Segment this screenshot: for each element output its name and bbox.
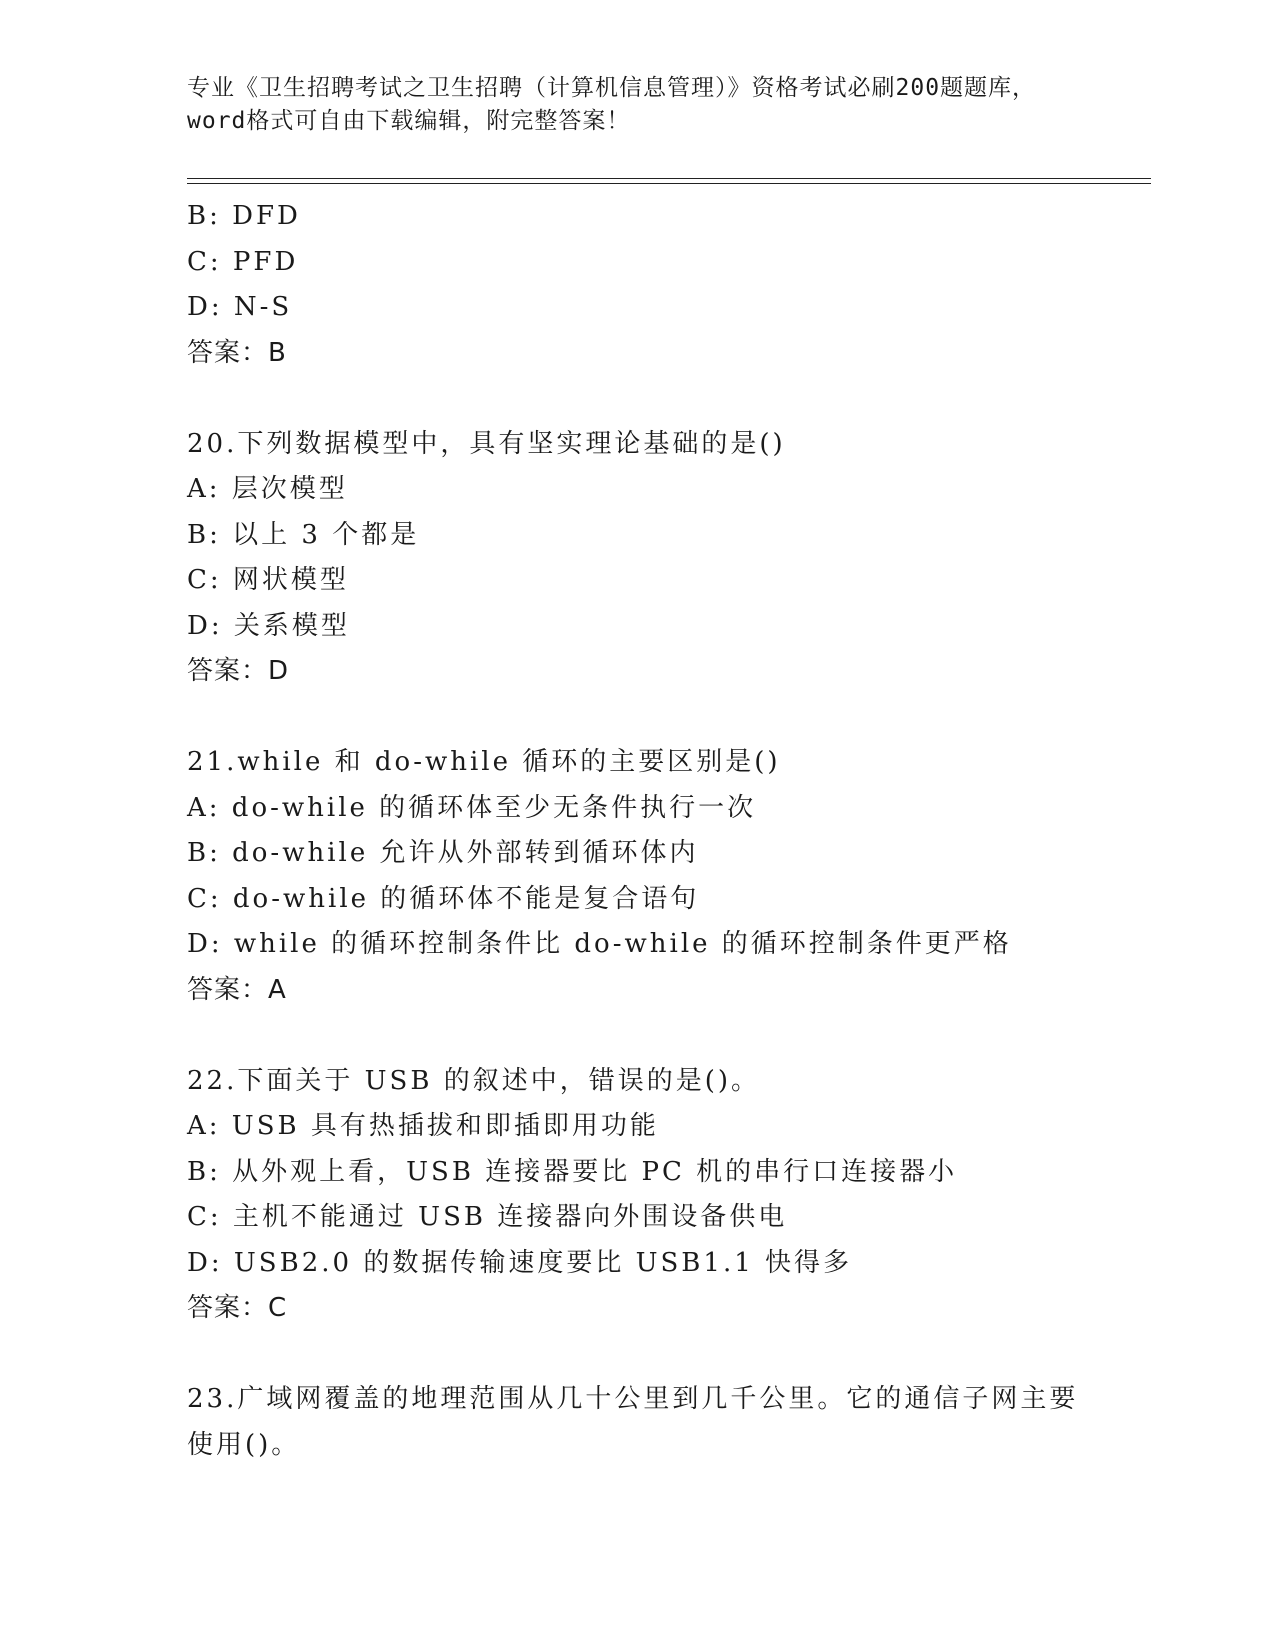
question-text: 20.下列数据模型中，具有坚实理论基础的是() — [187, 428, 786, 459]
option-d: D: N-S — [187, 292, 293, 322]
option-c: C: do-while 的循环体不能是复合语句 — [187, 883, 700, 914]
question-22 — [187, 1059, 1147, 1332]
option-c: C: 主机不能通过 USB 连接器向外围设备供电 — [187, 1202, 788, 1232]
option-b: B: 以上 3 个都是 — [187, 519, 420, 550]
question-23 — [187, 1377, 1147, 1468]
option-d: D: USB2.0 的数据传输速度要比 USB1.1 快得多 — [187, 1247, 853, 1278]
question-text-line-2: 使用()。 — [187, 1429, 301, 1460]
header-line-2: word格式可自由下载编辑，附完整答案！ — [187, 108, 631, 134]
answer: 答案：B — [187, 337, 287, 368]
option-a: A: 层次模型 — [187, 474, 348, 504]
spacer — [187, 695, 1147, 741]
question-19 — [187, 194, 1147, 376]
question-text: 22.下面关于 USB 的叙述中，错误的是()。 — [187, 1065, 760, 1096]
question-text-line-1: 23.广域网覆盖的地理范围从几十公里到几千公里。它的通信子网主要 — [187, 1384, 1079, 1414]
header-divider-bottom — [187, 183, 1151, 184]
spacer — [187, 1013, 1147, 1059]
document-header — [187, 72, 1087, 138]
option-a: A: do-while 的循环体至少无条件执行一次 — [187, 792, 757, 823]
header-divider-top — [187, 178, 1151, 179]
spacer — [187, 376, 1147, 422]
answer: 答案：C — [187, 1293, 288, 1323]
option-c: C: 网状模型 — [187, 565, 349, 595]
question-text: 21.while 和 do-while 循环的主要区别是() — [187, 747, 781, 777]
option-b: B: 从外观上看，USB 连接器要比 PC 机的串行口连接器小 — [187, 1156, 958, 1187]
option-b: B: DFD — [187, 201, 301, 231]
option-d: D: 关系模型 — [187, 610, 350, 641]
question-21 — [187, 740, 1147, 1013]
option-a: A: USB 具有热插拔和即插即用功能 — [187, 1111, 659, 1141]
answer: 答案：D — [187, 656, 290, 686]
question-20 — [187, 422, 1147, 695]
header-line-1: 专业《卫生招聘考试之卫生招聘（计算机信息管理）》资格考试必刷200题题库， — [187, 75, 1037, 101]
spacer — [187, 1332, 1147, 1378]
option-b: B: do-while 允许从外部转到循环体内 — [187, 838, 699, 868]
option-d: D: while 的循环控制条件比 do-while 的循环控制条件更严格 — [187, 929, 1012, 959]
answer: 答案：A — [187, 974, 287, 1005]
question-list — [187, 194, 1147, 1468]
option-c: C: PFD — [187, 246, 299, 277]
